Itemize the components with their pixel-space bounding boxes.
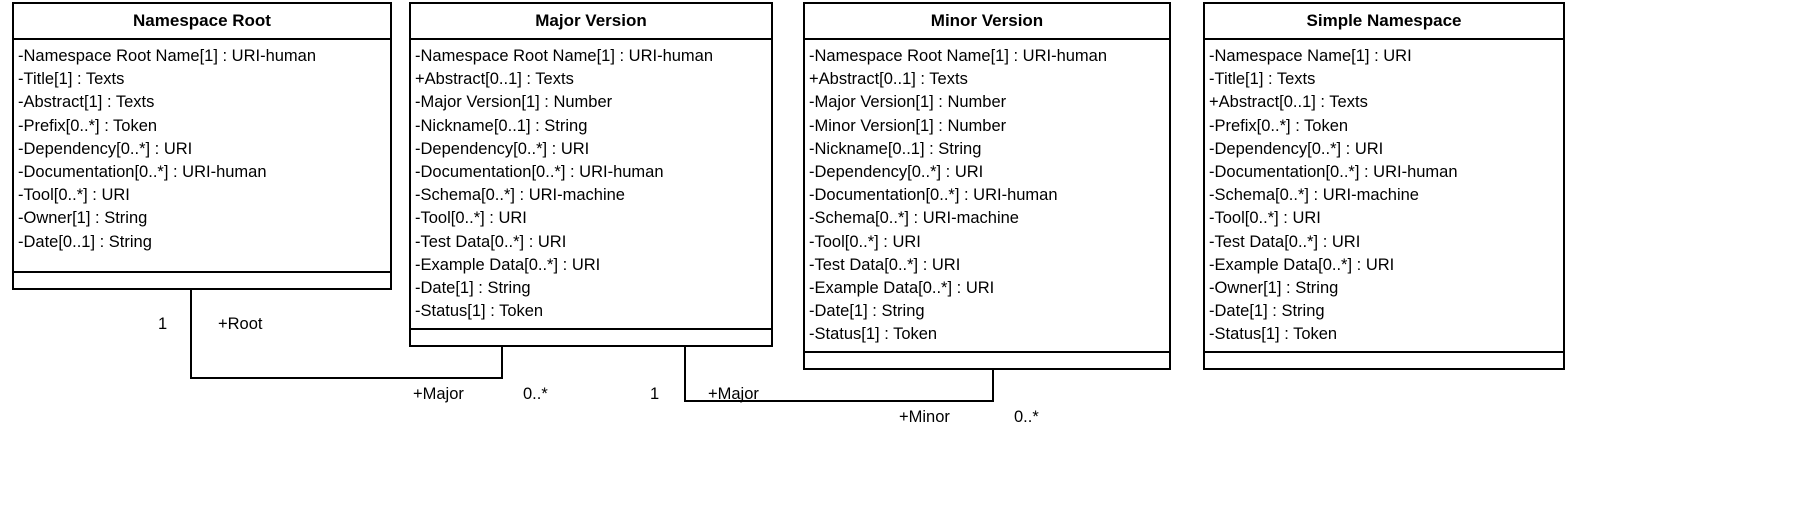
class-attribute: -Example Data[0..*] : URI <box>415 255 601 274</box>
class-title: Minor Version <box>805 4 1169 40</box>
class-attribute: -Dependency[0..*] : URI <box>415 139 590 158</box>
class-attribute: -Namespace Root Name[1] : URI-human <box>18 47 317 65</box>
class-attribute: -Documentation[0..*] : URI-human <box>415 163 664 182</box>
class-attribute: -Documentation[0..*] : URI-human <box>1209 163 1458 182</box>
class-title: Major Version <box>411 4 771 40</box>
class-attribute: -Test Data[0..*] : URI <box>415 232 567 251</box>
edge-label-root-multiplicity: 1 <box>158 315 168 333</box>
edge-label-root-role: +Root <box>218 315 263 333</box>
class-attribute: -Documentation[0..*] : URI-human <box>18 163 267 182</box>
class-attribute: -Schema[0..*] : URI-machine <box>1209 186 1419 205</box>
class-box-simple-namespace[interactable] <box>1203 2 1565 370</box>
class-attribute: -Title[1] : Texts <box>18 70 125 89</box>
class-attributes <box>14 40 390 273</box>
association-line-root-major-vertical-left <box>190 290 192 379</box>
class-attribute: -Test Data[0..*] : URI <box>809 255 961 274</box>
class-attribute: -Status[1] : Token <box>1209 325 1338 344</box>
class-attribute: -Schema[0..*] : URI-machine <box>809 209 1019 228</box>
class-attribute: -Nickname[0..1] : String <box>809 139 982 158</box>
edge-label-major2-role: +Major <box>708 385 759 403</box>
class-attribute: -Abstract[1] : Texts <box>18 93 155 112</box>
class-attribute: -Date[0..1] : String <box>18 232 152 251</box>
class-attribute: -Test Data[0..*] : URI <box>1209 232 1361 251</box>
class-attribute: -Documentation[0..*] : URI-human <box>809 186 1058 205</box>
class-attribute: -Status[1] : Token <box>415 302 544 321</box>
class-box-major-version[interactable] <box>409 2 773 347</box>
class-attribute: -Dependency[0..*] : URI <box>809 163 984 182</box>
edge-label-major2-multiplicity: 1 <box>650 385 660 403</box>
class-title: Namespace Root <box>14 4 390 40</box>
edge-label-minor-role: +Minor <box>899 408 950 426</box>
class-attribute: -Tool[0..*] : URI <box>415 209 527 228</box>
class-attribute: -Major Version[1] : Number <box>415 93 613 112</box>
class-attribute: -Status[1] : Token <box>809 325 938 344</box>
class-attribute: -Prefix[0..*] : Token <box>1209 116 1349 135</box>
class-attribute: -Namespace Root Name[1] : URI-human <box>809 47 1108 65</box>
class-attribute: +Abstract[0..1] : Texts <box>415 70 574 89</box>
class-title: Simple Namespace <box>1205 4 1563 40</box>
class-attribute: -Owner[1] : String <box>18 209 148 228</box>
class-attribute: -Example Data[0..*] : URI <box>1209 255 1395 274</box>
class-attributes <box>411 40 771 330</box>
edge-label-minor-multiplicity: 0..* <box>1014 408 1039 426</box>
class-attribute: -Tool[0..*] : URI <box>18 186 130 205</box>
class-attribute: +Abstract[0..1] : Texts <box>1209 93 1368 112</box>
class-attribute: -Schema[0..*] : URI-machine <box>415 186 625 205</box>
class-attribute: -Minor Version[1] : Number <box>809 116 1007 135</box>
association-line-major-minor-vertical-left <box>684 347 686 402</box>
class-attributes <box>805 40 1169 353</box>
class-attribute: -Tool[0..*] : URI <box>1209 209 1321 228</box>
class-attribute: -Dependency[0..*] : URI <box>18 139 193 158</box>
class-attribute: -Example Data[0..*] : URI <box>809 279 995 298</box>
class-attributes <box>1205 40 1563 353</box>
association-line-root-major-vertical-right <box>501 347 503 379</box>
edge-label-major-role: +Major <box>413 385 464 403</box>
class-attribute: -Date[1] : String <box>1209 302 1325 321</box>
class-attribute: -Namespace Root Name[1] : URI-human <box>415 47 714 65</box>
association-line-major-minor-vertical-right <box>992 370 994 402</box>
class-box-namespace-root[interactable] <box>12 2 392 290</box>
class-attribute: -Namespace Name[1] : URI <box>1209 47 1412 65</box>
class-attribute: -Date[1] : String <box>809 302 925 321</box>
class-attribute: -Title[1] : Texts <box>1209 70 1316 89</box>
class-attribute: -Nickname[0..1] : String <box>415 116 588 135</box>
edge-label-major-multiplicity: 0..* <box>523 385 548 403</box>
class-attribute: +Abstract[0..1] : Texts <box>809 70 968 89</box>
class-attribute: -Date[1] : String <box>415 279 531 298</box>
class-attribute: -Dependency[0..*] : URI <box>1209 139 1384 158</box>
class-attribute: -Major Version[1] : Number <box>809 93 1007 112</box>
class-attribute: -Tool[0..*] : URI <box>809 232 921 251</box>
class-box-minor-version[interactable] <box>803 2 1171 370</box>
association-line-root-major-horizontal <box>190 377 503 379</box>
class-attribute: -Prefix[0..*] : Token <box>18 116 158 135</box>
class-attribute: -Owner[1] : String <box>1209 279 1339 298</box>
